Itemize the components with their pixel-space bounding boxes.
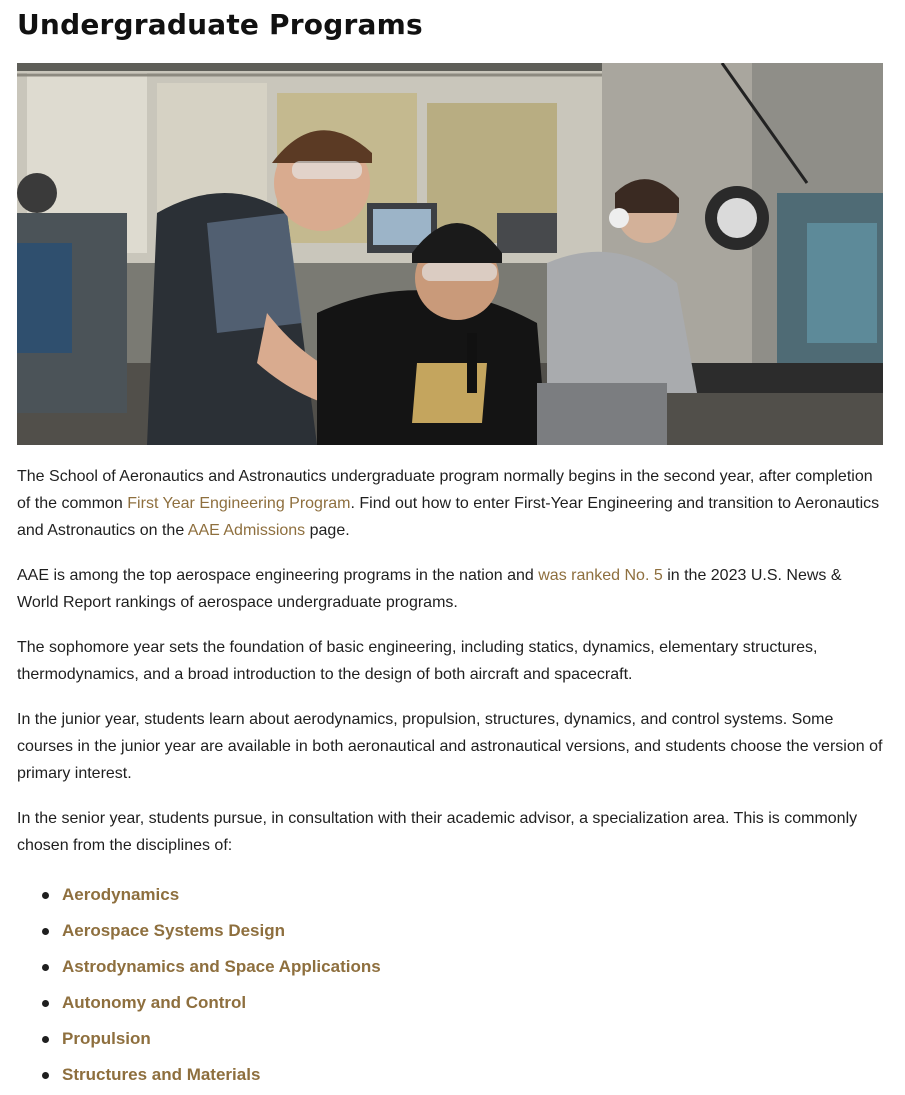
first-year-engineering-link[interactable]: First Year Engineering Program [127,495,351,512]
aae-admissions-link[interactable]: AAE Admissions [187,522,306,539]
list-item [17,1057,887,1093]
main-content [17,463,887,1093]
bullet-icon [42,964,49,971]
hero-image [17,63,883,445]
intro-text-start: The School of Aeronautics and Astronautics undergraduate program normally begins in the second year, after completion of the common [17,468,873,512]
list-item [17,913,887,949]
ranking-text-start: AAE is among the top aerospace engineering programs in the nation and [17,567,539,584]
disciplines-list [17,877,887,1093]
ranking-link[interactable]: was ranked No. 5 [538,567,663,584]
ranking-paragraph [17,562,887,616]
discipline-link-autonomy-control[interactable]: Autonomy and Control [62,993,247,1012]
discipline-link-aerodynamics[interactable]: Aerodynamics [62,885,180,904]
intro-text-middle: . Find out how to enter First-Year Engineering and transition to Aeronautics and Astronautics on the [17,495,880,539]
list-item [17,1021,887,1057]
sophomore-paragraph: The sophomore year sets the foundation of basic engineering, including statics, dynamics, elementary structures, thermodynamics, and a broad introduction to the design of both aircraft and spacecraft. [17,639,818,683]
ranking-text-end: in the 2023 U.S. News & World Report rankings of aerospace undergraduate programs. [17,567,842,611]
list-item [17,877,887,913]
discipline-link-propulsion[interactable]: Propulsion [62,1029,151,1048]
junior-paragraph: In the junior year, students learn about aerodynamics, propulsion, structures, dynamics, and control systems. Some courses in the junior year are available in both aeronautical and astronautical versions, and students choose the version of primary interest. [17,711,883,782]
bullet-icon [42,928,49,935]
bullet-icon [42,1072,49,1079]
senior-paragraph: In the senior year, students pursue, in consultation with their academic advisor, a specialization area. This is commonly chosen from the disciplines of: [17,810,858,854]
page-title: Undergraduate Programs [17,8,423,41]
bullet-icon [42,892,49,899]
discipline-link-structures-materials[interactable]: Structures and Materials [62,1065,261,1084]
bullet-icon [42,1000,49,1007]
lab-students-photo [17,63,883,445]
discipline-link-astrodynamics[interactable]: Astrodynamics and Space Applications [62,957,381,976]
intro-paragraph [17,463,887,544]
list-item [17,985,887,1021]
list-item [17,949,887,985]
discipline-link-aerospace-systems-design[interactable]: Aerospace Systems Design [62,921,285,940]
bullet-icon [42,1036,49,1043]
intro-text-end: page. [305,522,350,539]
